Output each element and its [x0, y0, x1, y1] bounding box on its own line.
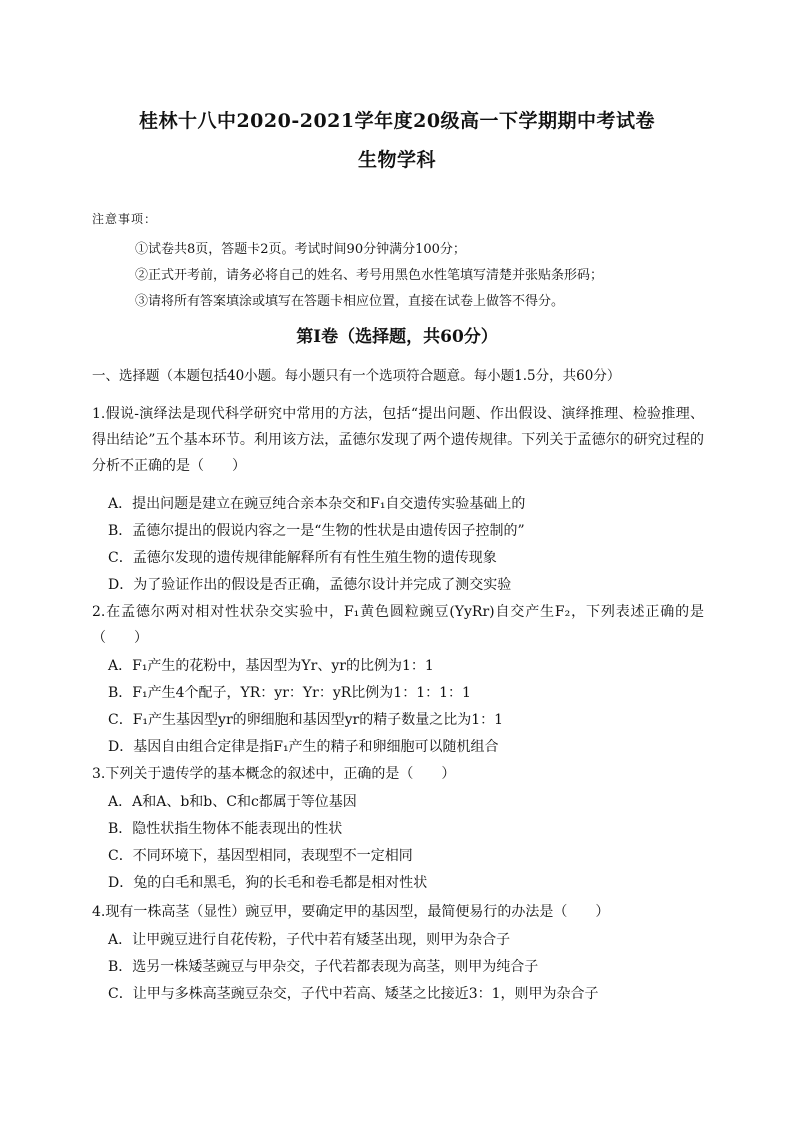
note-item: ①试卷共8页，答题卡2页。考试时间90分钟满分100分；: [135, 242, 466, 257]
question-2-option-d: D．基因自由组合定律是指F₁产生的精子和卵细胞可以随机组合: [108, 739, 499, 755]
notes-heading: 注意事项：: [92, 212, 158, 226]
question-4-option-a: A．让甲豌豆进行自花传粉，子代中若有矮茎出现，则甲为杂合子: [108, 932, 511, 948]
question-1-option-b: B．孟德尔提出的假说内容之一是“生物的性状是由遗传因子控制的”: [108, 523, 525, 539]
question-3-stem: 3.下列关于遗传学的基本概念的叙述中，正确的是（ ）: [92, 766, 456, 782]
note-item: ③请将所有答案填涂或填写在答题卡相应位置，直接在试卷上做答不得分。: [135, 294, 565, 309]
question-3-option-b: B．隐性状指生物体不能表现出的性状: [108, 821, 343, 837]
question-1-option-c: C．孟德尔发现的遗传规律能解释所有有性生殖生物的遗传现象: [108, 550, 497, 566]
question-4-stem: 4.现有一株高茎（显性）豌豆甲，要确定甲的基因型，最简便易行的办法是（ ）: [92, 904, 610, 920]
question-1-stem: 1.假说-演绎法是现代科学研究中常用的方法，包括“提出问题、作出假设、演绎推理、检验推理、得出结论”五个基本环节。利用该方法，孟德尔发现了两个遗传规律。下列关于孟德尔的研究过程的分析不正确的是（ ）: [92, 406, 704, 474]
question-1-option-a: A．提出问题是建立在豌豆纯合亲本杂交和F₁自交遗传实验基础上的: [108, 496, 526, 512]
section-intro: 一、选择题（本题包括40小题。每小题只有一个选项符合题意。每小题1.5分，共60分）: [92, 368, 621, 384]
question-3-option-d: D．兔的白毛和黑毛，狗的长毛和卷毛都是相对性状: [108, 875, 428, 891]
question-2-option-c: C．F₁产生基因型yr的卵细胞和基因型yr的精子数量之比为1：1: [108, 712, 504, 728]
note-item: ②正式开考前，请务必将自己的姓名、考号用黑色水性笔填写清楚并张贴条形码；: [135, 268, 604, 283]
question-4-option-c: C．让甲与多株高茎豌豆杂交，子代中若高、矮茎之比接近3：1，则甲为杂合子: [108, 986, 599, 1002]
subject-title: 生物学科: [357, 149, 436, 171]
section-title: 第Ⅰ卷（选择题，共60分）: [296, 327, 498, 347]
question-3-option-c: C．不同环境下，基因型相同，表现型不一定相同: [108, 848, 413, 864]
question-4-option-b: B．选另一株矮茎豌豆与甲杂交，子代若都表现为高茎，则甲为纯合子: [108, 959, 539, 975]
question-2-stem: 2.在孟德尔两对相对性状杂交实验中，F₁黄色圆粒豌豆(YyRr)自交产生F₂，下列表述正确的是（ ）: [92, 604, 704, 646]
question-2-option-b: B．F₁产生4个配子，YR：yr：Yr：yR比例为1：1：1：1: [108, 685, 471, 701]
question-1-option-d: D．为了验证作出的假设是否正确，孟德尔设计并完成了测交实验: [108, 577, 512, 593]
question-3-option-a: A．A和A、b和b、C和c都属于等位基因: [108, 794, 357, 810]
exam-title: 桂林十八中2020-2021学年度20级高一下学期期中考试卷: [138, 110, 656, 132]
question-2-option-a: A．F₁产生的花粉中，基因型为Yr、yr的比例为1：1: [108, 658, 434, 674]
